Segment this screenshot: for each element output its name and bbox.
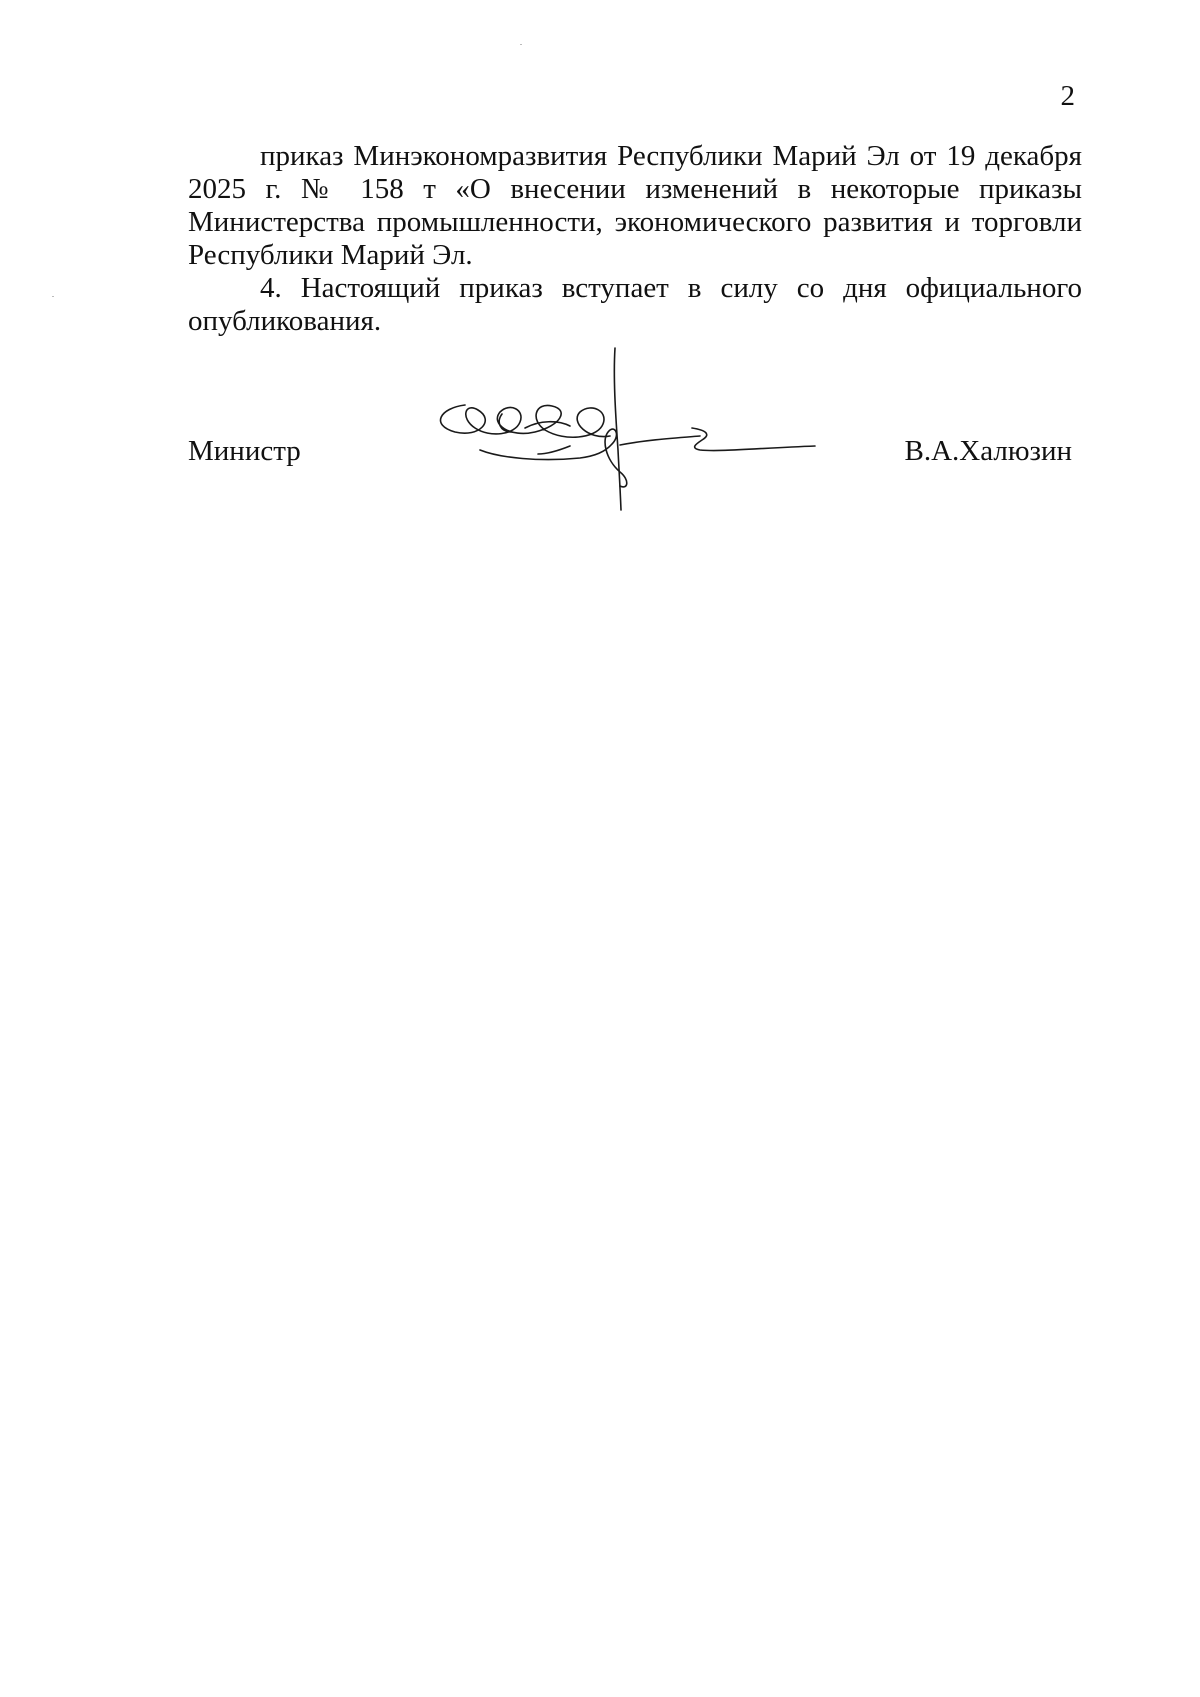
handwritten-signature xyxy=(420,340,850,525)
scan-artifact xyxy=(520,44,522,45)
scan-artifact xyxy=(52,296,54,297)
signatory-name: В.А.Халюзин xyxy=(904,435,1072,467)
document-body xyxy=(188,140,1082,338)
body-paragraph: приказ Минэкономразвития Республики Марий Эл от 19 декабря 2025 г. № 158 т «О внесении изменений в некоторые приказы Министерства промышленности, экономического развития и торговли Республики Марий Эл. xyxy=(188,140,1082,271)
page-number: 2 xyxy=(1060,80,1075,112)
signatory-position: Министр xyxy=(188,435,301,467)
body-paragraph: 4. Настоящий приказ вступает в силу со дня официального опубликования. xyxy=(188,272,1082,337)
